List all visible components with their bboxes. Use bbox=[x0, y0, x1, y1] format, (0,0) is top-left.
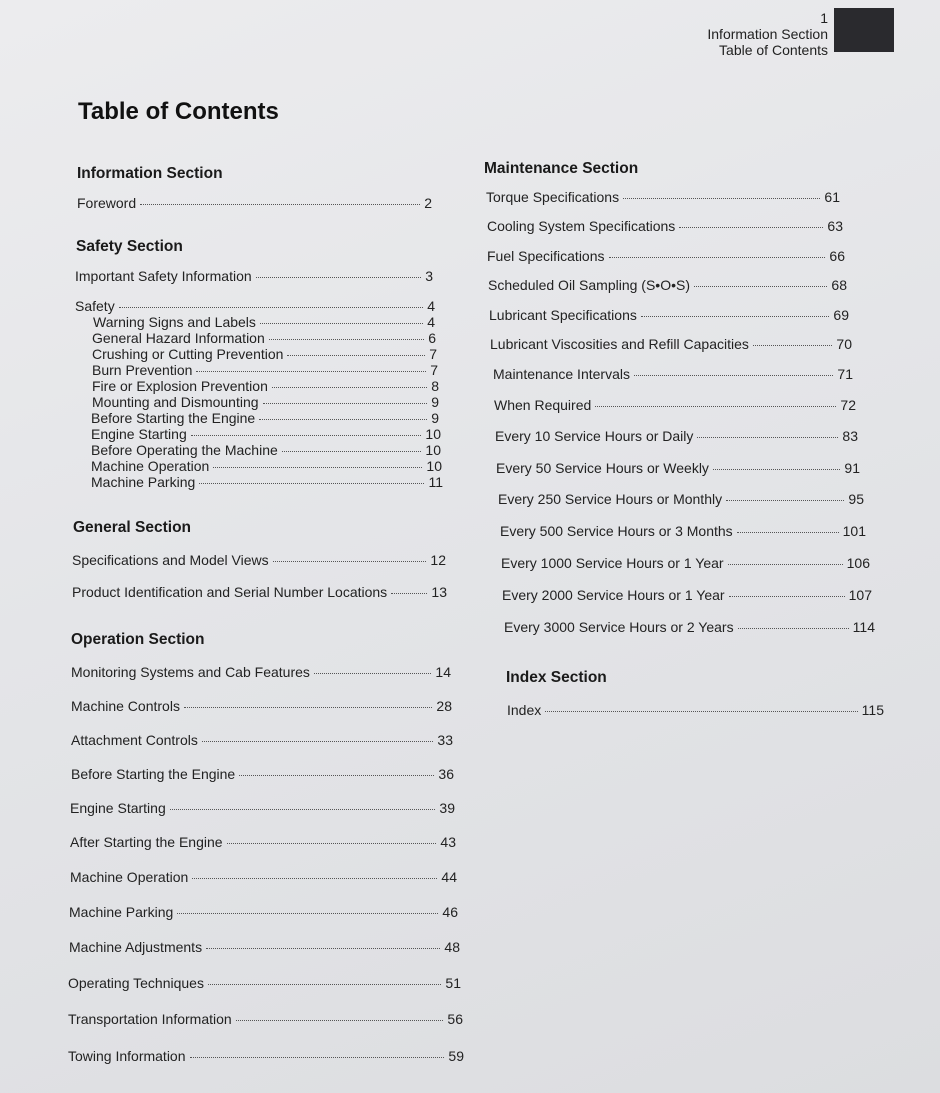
toc-subentry bbox=[92, 378, 439, 394]
toc-entry-title: Machine Controls bbox=[71, 698, 180, 714]
section-heading: General Section bbox=[73, 519, 192, 536]
toc-page-number: 59 bbox=[448, 1048, 464, 1064]
toc-entry bbox=[489, 307, 849, 323]
toc-page-number: 14 bbox=[435, 664, 451, 680]
toc-entry-title: Specifications and Model Views bbox=[72, 552, 269, 568]
dot-leader bbox=[199, 483, 424, 484]
toc-entry bbox=[507, 702, 884, 718]
toc-entry bbox=[68, 975, 461, 991]
toc-page-number: 39 bbox=[439, 800, 455, 816]
dot-leader bbox=[256, 277, 422, 278]
toc-entry-title: Foreword bbox=[77, 195, 137, 211]
toc-page-number: 28 bbox=[436, 698, 452, 714]
dot-leader bbox=[273, 561, 427, 562]
toc-page-number: 115 bbox=[861, 702, 884, 718]
dot-leader bbox=[184, 707, 432, 708]
toc-entry-title: Burn Prevention bbox=[92, 362, 193, 378]
toc-entry-title: Machine Parking bbox=[69, 904, 174, 920]
dot-leader bbox=[202, 741, 434, 742]
toc-entry bbox=[69, 904, 458, 920]
toc-subentry bbox=[91, 410, 439, 426]
toc-entry bbox=[500, 523, 866, 539]
dot-leader bbox=[206, 948, 440, 949]
toc-entry-title: Lubricant Viscosities and Refill Capacities bbox=[490, 336, 749, 352]
toc-page-number: 72 bbox=[840, 397, 856, 413]
toc-page-number: 10 bbox=[426, 458, 442, 474]
toc-page-number: 68 bbox=[831, 277, 847, 293]
toc-entry-title: Fuel Specifications bbox=[487, 248, 605, 264]
dot-leader bbox=[737, 532, 839, 533]
dot-leader bbox=[314, 673, 432, 674]
toc-entry-title: Index bbox=[507, 702, 542, 718]
toc-entry-title: Lubricant Specifications bbox=[489, 307, 637, 323]
header-page-number: 1 bbox=[820, 10, 828, 26]
toc-entry bbox=[494, 397, 856, 413]
toc-entry-title: Every 3000 Service Hours or 2 Years bbox=[504, 619, 734, 635]
toc-entry bbox=[68, 1048, 464, 1064]
toc-entry-title: Mounting and Dismounting bbox=[92, 394, 259, 410]
toc-page-number: 4 bbox=[427, 314, 435, 330]
dot-leader bbox=[208, 984, 441, 985]
dot-leader bbox=[713, 469, 840, 470]
toc-page-number: 43 bbox=[440, 834, 456, 850]
toc-page-number: 9 bbox=[431, 394, 439, 410]
toc-entry-title: Fire or Explosion Prevention bbox=[92, 378, 268, 394]
toc-entry bbox=[495, 428, 858, 444]
toc-entry-title: Engine Starting bbox=[91, 426, 187, 442]
toc-entry-title: Crushing or Cutting Prevention bbox=[92, 346, 284, 362]
toc-page-number: 9 bbox=[431, 410, 439, 426]
toc-page-number: 44 bbox=[441, 869, 457, 885]
toc-entry bbox=[71, 698, 452, 714]
dot-leader bbox=[269, 339, 424, 340]
toc-subentry bbox=[91, 426, 441, 442]
dot-leader bbox=[263, 403, 428, 404]
toc-entry-title: Before Starting the Engine bbox=[91, 410, 256, 426]
toc-subentry bbox=[92, 362, 438, 378]
toc-entry bbox=[488, 277, 847, 293]
toc-page-number: 69 bbox=[833, 307, 849, 323]
toc-entry-title: Every 10 Service Hours or Daily bbox=[495, 428, 694, 444]
dot-leader bbox=[697, 437, 838, 438]
toc-subentry bbox=[93, 314, 435, 330]
toc-entry-title: Scheduled Oil Sampling (S•O•S) bbox=[488, 277, 691, 293]
dot-leader bbox=[196, 371, 426, 372]
dot-leader bbox=[119, 307, 424, 308]
header-subsection: Table of Contents bbox=[719, 42, 828, 58]
toc-entry-title: Every 250 Service Hours or Monthly bbox=[498, 491, 723, 507]
dot-leader bbox=[192, 878, 437, 879]
toc-entry bbox=[70, 800, 455, 816]
dot-leader bbox=[190, 1057, 445, 1058]
dot-leader bbox=[545, 711, 857, 712]
toc-subentry bbox=[91, 442, 441, 458]
dot-leader bbox=[140, 204, 420, 205]
toc-entry bbox=[70, 869, 457, 885]
toc-entry bbox=[70, 834, 456, 850]
dot-leader bbox=[177, 913, 438, 914]
dot-leader bbox=[595, 406, 836, 407]
toc-page-number: 114 bbox=[852, 619, 875, 635]
dot-leader bbox=[641, 316, 830, 317]
dot-leader bbox=[282, 451, 422, 452]
toc-page-number: 46 bbox=[442, 904, 458, 920]
toc-entry-title: Torque Specifications bbox=[486, 189, 620, 205]
toc-page-number: 83 bbox=[842, 428, 858, 444]
running-header bbox=[707, 10, 828, 58]
toc-entry bbox=[71, 732, 453, 748]
toc-entry-title: When Required bbox=[494, 397, 592, 413]
toc-entry-title: Engine Starting bbox=[70, 800, 166, 816]
toc-page-number: 7 bbox=[429, 346, 437, 362]
page-title: Table of Contents bbox=[78, 98, 279, 125]
toc-page-number: 33 bbox=[437, 732, 453, 748]
toc-entry bbox=[493, 366, 853, 382]
toc-page-number: 107 bbox=[848, 587, 872, 603]
toc-page-number: 66 bbox=[829, 248, 845, 264]
toc-entry-title: General Hazard Information bbox=[92, 330, 265, 346]
section-tab-marker bbox=[834, 8, 894, 52]
toc-entry-title: Every 1000 Service Hours or 1 Year bbox=[501, 555, 724, 571]
toc-page-number: 63 bbox=[827, 218, 843, 234]
toc-entry bbox=[490, 336, 852, 352]
toc-page-number: 61 bbox=[824, 189, 840, 205]
toc-page-number: 4 bbox=[427, 298, 435, 314]
dot-leader bbox=[260, 323, 423, 324]
toc-entry bbox=[75, 268, 433, 284]
toc-entry-title: Every 500 Service Hours or 3 Months bbox=[500, 523, 733, 539]
toc-page-number: 95 bbox=[848, 491, 864, 507]
section-heading: Index Section bbox=[506, 669, 607, 686]
toc-entry bbox=[487, 218, 843, 234]
toc-page-number: 101 bbox=[842, 523, 866, 539]
toc-page-number: 71 bbox=[837, 366, 853, 382]
toc-entry bbox=[72, 552, 446, 568]
toc-entry-title: Cooling System Specifications bbox=[487, 218, 676, 234]
toc-entry bbox=[496, 460, 860, 476]
dot-leader bbox=[259, 419, 427, 420]
toc-page-number: 8 bbox=[431, 378, 439, 394]
toc-page-number: 3 bbox=[425, 268, 433, 284]
toc-page-number: 70 bbox=[836, 336, 852, 352]
toc-entry-title: Monitoring Systems and Cab Features bbox=[71, 664, 310, 680]
toc-entry-title: Operating Techniques bbox=[68, 975, 204, 991]
toc-entry-title: Important Safety Information bbox=[75, 268, 252, 284]
toc-page-number: 10 bbox=[425, 442, 441, 458]
dot-leader bbox=[738, 628, 849, 629]
toc-entry-title: Before Operating the Machine bbox=[91, 442, 278, 458]
toc-entry-title: Machine Operation bbox=[70, 869, 189, 885]
dot-leader bbox=[728, 564, 843, 565]
dot-leader bbox=[753, 345, 833, 346]
toc-page-number: 13 bbox=[431, 584, 447, 600]
toc-page-number: 91 bbox=[844, 460, 860, 476]
toc-entry-title: Warning Signs and Labels bbox=[93, 314, 256, 330]
toc-entry bbox=[75, 298, 435, 314]
dot-leader bbox=[213, 467, 422, 468]
toc-entry-title: Safety bbox=[75, 298, 115, 314]
toc-page-number: 12 bbox=[430, 552, 446, 568]
dot-leader bbox=[227, 843, 437, 844]
dot-leader bbox=[191, 435, 422, 436]
section-heading: Maintenance Section bbox=[484, 160, 639, 177]
toc-page-number: 6 bbox=[428, 330, 436, 346]
toc-entry-title: After Starting the Engine bbox=[70, 834, 223, 850]
toc-entry-title: Every 2000 Service Hours or 1 Year bbox=[502, 587, 725, 603]
toc-entry bbox=[71, 766, 454, 782]
toc-entry bbox=[502, 587, 872, 603]
dot-leader bbox=[239, 775, 434, 776]
toc-page-number: 48 bbox=[444, 939, 460, 955]
dot-leader bbox=[694, 286, 827, 287]
header-section: Information Section bbox=[707, 26, 828, 42]
toc-entry bbox=[498, 491, 864, 507]
dot-leader bbox=[236, 1020, 444, 1021]
toc-subentry bbox=[92, 394, 439, 410]
toc-page-number: 11 bbox=[428, 474, 443, 490]
toc-entry bbox=[487, 248, 845, 264]
toc-entry-title: Machine Adjustments bbox=[69, 939, 203, 955]
toc-page-number: 56 bbox=[447, 1011, 463, 1027]
toc-entry bbox=[72, 584, 447, 600]
toc-entry bbox=[486, 189, 840, 205]
toc-entry bbox=[69, 939, 460, 955]
toc-subentry bbox=[91, 458, 442, 474]
toc-page-number: 10 bbox=[425, 426, 441, 442]
dot-leader bbox=[287, 355, 425, 356]
toc-subentry bbox=[91, 474, 443, 490]
dot-leader bbox=[729, 596, 845, 597]
dot-leader bbox=[391, 593, 427, 594]
section-heading: Operation Section bbox=[71, 631, 205, 648]
dot-leader bbox=[634, 375, 833, 376]
toc-subentry bbox=[92, 346, 437, 362]
toc-entry-title: Maintenance Intervals bbox=[493, 366, 630, 382]
toc-page-number: 106 bbox=[846, 555, 870, 571]
toc-page-number: 2 bbox=[424, 195, 432, 211]
toc-entry-title: Product Identification and Serial Number Locations bbox=[72, 584, 388, 600]
dot-leader bbox=[679, 227, 823, 228]
toc-page-number: 51 bbox=[445, 975, 461, 991]
section-heading: Safety Section bbox=[76, 238, 183, 255]
dot-leader bbox=[623, 198, 820, 199]
toc-entry-title: Before Starting the Engine bbox=[71, 766, 236, 782]
toc-subentry bbox=[92, 330, 436, 346]
toc-entry-title: Machine Parking bbox=[91, 474, 196, 490]
toc-entry-title: Attachment Controls bbox=[71, 732, 198, 748]
dot-leader bbox=[609, 257, 826, 258]
toc-entry bbox=[501, 555, 870, 571]
dot-leader bbox=[726, 500, 844, 501]
dot-leader bbox=[170, 809, 436, 810]
toc-entry bbox=[71, 664, 451, 680]
toc-entry bbox=[504, 619, 875, 635]
toc-entry-title: Towing Information bbox=[68, 1048, 186, 1064]
section-heading: Information Section bbox=[77, 165, 223, 182]
toc-entry bbox=[77, 195, 432, 211]
dot-leader bbox=[272, 387, 427, 388]
toc-page-number: 36 bbox=[438, 766, 454, 782]
toc-entry-title: Machine Operation bbox=[91, 458, 210, 474]
toc-entry bbox=[68, 1011, 463, 1027]
toc-entry-title: Every 50 Service Hours or Weekly bbox=[496, 460, 709, 476]
toc-page-number: 7 bbox=[430, 362, 438, 378]
toc-entry-title: Transportation Information bbox=[68, 1011, 232, 1027]
